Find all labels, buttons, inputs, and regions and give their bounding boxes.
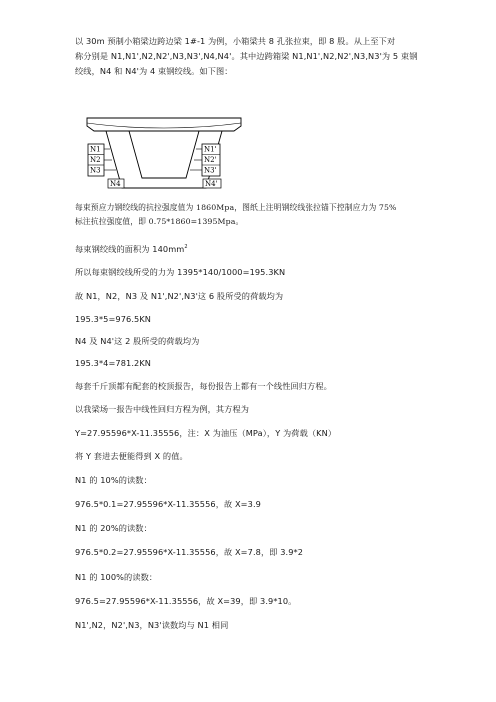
regression-intro-line: 以我梁场一报告中线性回归方程为例，其方程为 [75, 404, 250, 414]
label-n4: N4 [110, 180, 121, 188]
two-strands-line: N4 及 N4'这 2 股所受的荷载均为 [75, 336, 200, 346]
stress-line-1: 每束预应力钢绞线的抗拉强度值为 1860Mpa，图纸上注明钢绞线张拉锚下控制应力为 75% [75, 203, 397, 212]
n1-20-label: N1 的 20%的读数： [75, 523, 152, 533]
n1-100-label: N1 的 100%的读数： [75, 572, 158, 582]
area-superscript: 2 [184, 244, 188, 250]
label-n4-prime: N4' [205, 180, 218, 188]
n1-10-label: N1 的 10%的读数： [75, 475, 152, 485]
intro-line-3: 绞线，N4 和 N4'为 4 束钢绞线。如下图： [75, 66, 233, 76]
label-n1-prime: N1' [204, 145, 217, 154]
box-girder-cross-section [84, 116, 244, 193]
label-n2-prime: N2' [204, 156, 217, 164]
intro-line-1: 以 30m 预制小箱梁边跨边梁 1#-1 为例，小箱梁共 8 孔张拉束，即 8 股。从上至下对 [75, 36, 396, 46]
same-as-n1-line: N1',N2，N2',N3，N3'读数均与 N1 相同 [75, 620, 229, 630]
six-strands-line: 故 N1，N2，N3 及 N1',N2',N3'这 6 股所受的荷载均为 [75, 291, 284, 301]
stress-line-2: 标注抗拉强度值，即 0.75*1860=1395Mpa。 [75, 217, 244, 226]
jack-report-line: 每套千斤顶都有配套的校顶报告，每份报告上都有一个线性回归方程。 [75, 381, 332, 391]
n1-20-calc: 976.5*0.2=27.95596*X-11.35556，故 X=7.8，即 3.9*2 [75, 547, 304, 557]
n1-100-calc: 976.5=27.95596*X-11.35556，故 X=39，即 3.9*10。 [75, 596, 297, 606]
area-line: 每束钢绞线的面积为 $140mm^2$ [75, 244, 188, 254]
six-strands-value: 195.3*5=976.5KN [75, 314, 152, 324]
force-line: 所以每束钢绞线所受的力为 1395*140/1000=195.3KN [75, 267, 286, 277]
substitute-line: 将 Y 套进去便能得到 X 的值。 [75, 451, 188, 461]
label-n3-prime: N3' [204, 166, 217, 175]
n1-10-calc: 976.5*0.1=27.95596*X-11.35556，故 X=3.9 [75, 499, 261, 509]
regression-equation: Y=27.95596*X-11.35556，注：X 为油压（MPa），Y 为荷载（KN） [75, 428, 337, 438]
label-n2: N2 [90, 156, 101, 164]
intro-line-2: 称分别是 N1,N1',N2,N2',N3,N3',N4,N4'。其中边跨箱梁 N1,N1',N2,N2',N3,N3'为 5 束钢 [75, 51, 418, 61]
label-n1: N1 [90, 145, 101, 154]
two-strands-value: 195.3*4=781.2KN [75, 358, 152, 368]
label-n3: N3 [90, 166, 101, 175]
